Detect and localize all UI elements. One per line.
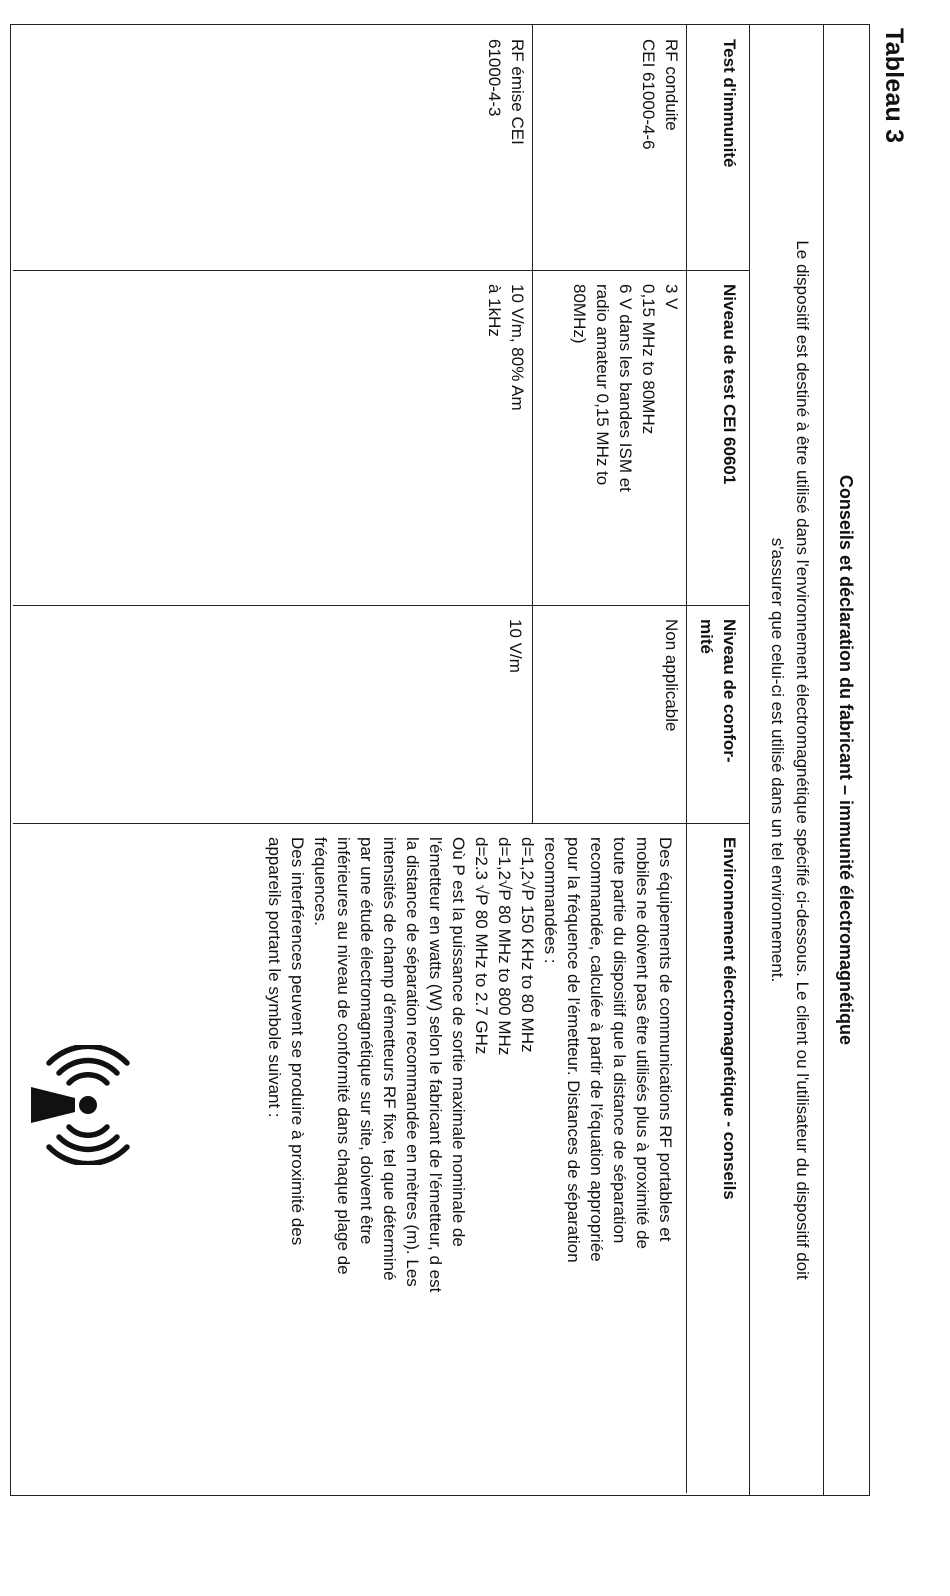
table-intro <box>749 25 823 1495</box>
row2-test <box>13 25 533 270</box>
page-title: Tableau 3 <box>880 28 908 144</box>
row2-compliance-value: 10 V/m <box>506 619 525 673</box>
row1-level <box>533 270 687 605</box>
row1-test-line: CEI 61000-4-6 <box>639 39 658 150</box>
grid-line <box>13 270 749 271</box>
guidance-line: la distance de séparation recommandée en mètres (m). Les <box>403 837 422 1287</box>
guidance-line: d=2.3 √P 80 MHz to 2.7 GHz <box>472 837 491 1055</box>
row2-compliance <box>473 605 533 823</box>
row1-level-line: 0,15 MHz to 80MHz <box>639 284 658 435</box>
grid-line <box>686 25 687 1493</box>
guidance-line: Où P est la puissance de sortie maximale nominale de <box>449 837 468 1247</box>
guidance-line: l'émetteur en watts (W) selon le fabricant de l'émetteur, d est <box>426 837 445 1293</box>
row1-level-line: 6 V dans les bandes ISM et <box>616 284 635 492</box>
row1-test <box>533 25 687 270</box>
guidance-line: intensités de champ d'émetteurs RF fixe, tel que déterminé <box>380 837 399 1281</box>
row2-test-line: 61000-4-3 <box>485 39 504 117</box>
row2-level-line: à 1kHz <box>485 284 504 337</box>
row1-level-line: 3 V <box>662 284 681 310</box>
guidance-line: Des équipements de communications RF portables et <box>656 837 675 1242</box>
table-title: Conseils et déclaration du fabricant – immunité électromagnétique <box>823 25 869 1495</box>
header-test <box>687 25 749 270</box>
intro-line: s'assurer que celui-ci est utilisé dans un tel environnement. <box>768 537 787 983</box>
immunity-table <box>10 24 870 1496</box>
header-test-label: Test d'immunité <box>720 39 739 168</box>
row1-compliance <box>533 605 687 823</box>
guidance-line: fréquences. <box>311 837 330 926</box>
header-compliance <box>687 605 749 823</box>
header-level-label: Niveau de test CEI 60601 <box>720 284 739 485</box>
guidance-line: toute partie du dispositif que la distance de séparation <box>610 837 629 1244</box>
header-level <box>687 270 749 605</box>
guidance-line: appareils portant le symbole suivant : <box>265 837 284 1118</box>
grid-line <box>13 605 749 606</box>
row2-test-line: RF émise CEI <box>508 39 527 145</box>
header-environment-label: Environnement électromagnétique - conseils <box>720 837 739 1200</box>
row1-test-line: RF conduite <box>662 39 681 131</box>
guidance-line: pour la fréquence de l'émetteur. Distances de séparation <box>564 837 583 1263</box>
intro-line: Le dispositif est destiné à être utilisé dans l'environnement électromagnétique spécifié ci-dessous. Le client ou l'utilisateur du dispositif doit <box>793 240 812 1280</box>
header-compliance-label: Niveau de confor- <box>720 619 739 763</box>
guidance-line: recommandée, calculée à partir de l'équation appropriée <box>587 837 606 1262</box>
grid-line <box>532 25 533 823</box>
guidance-line: mobiles ne doivent pas être utilisés plus à proximité de <box>633 837 652 1249</box>
guidance-line: inférieures au niveau de conformité dans chaque plage de <box>334 837 353 1275</box>
grid-line <box>13 823 749 824</box>
guidance-line: Des interférences peuvent se produire à proximité des <box>288 837 307 1246</box>
guidance-line: d=1,2√P 150 KHz to 80 MHz <box>518 837 537 1053</box>
header-compliance-label: mité <box>697 619 716 654</box>
row2-level <box>13 270 533 605</box>
row1-compliance-value: Non applicable <box>662 619 681 732</box>
radiation-warning-icon <box>29 1045 139 1165</box>
guidance-line: par une étude électromagnétique sur site, doivent être <box>357 837 376 1245</box>
row1-level-line: 80MHz) <box>570 284 589 344</box>
guidance-line: recommandées : <box>541 837 560 964</box>
row2-level-line: 10 V/m, 80% Am <box>508 284 527 411</box>
guidance-line: d=1,2√P 80 MHz to 800 MHz <box>495 837 514 1056</box>
header-environment <box>687 823 749 1493</box>
row1-level-line: radio amateur 0,15 MHz to <box>593 284 612 486</box>
